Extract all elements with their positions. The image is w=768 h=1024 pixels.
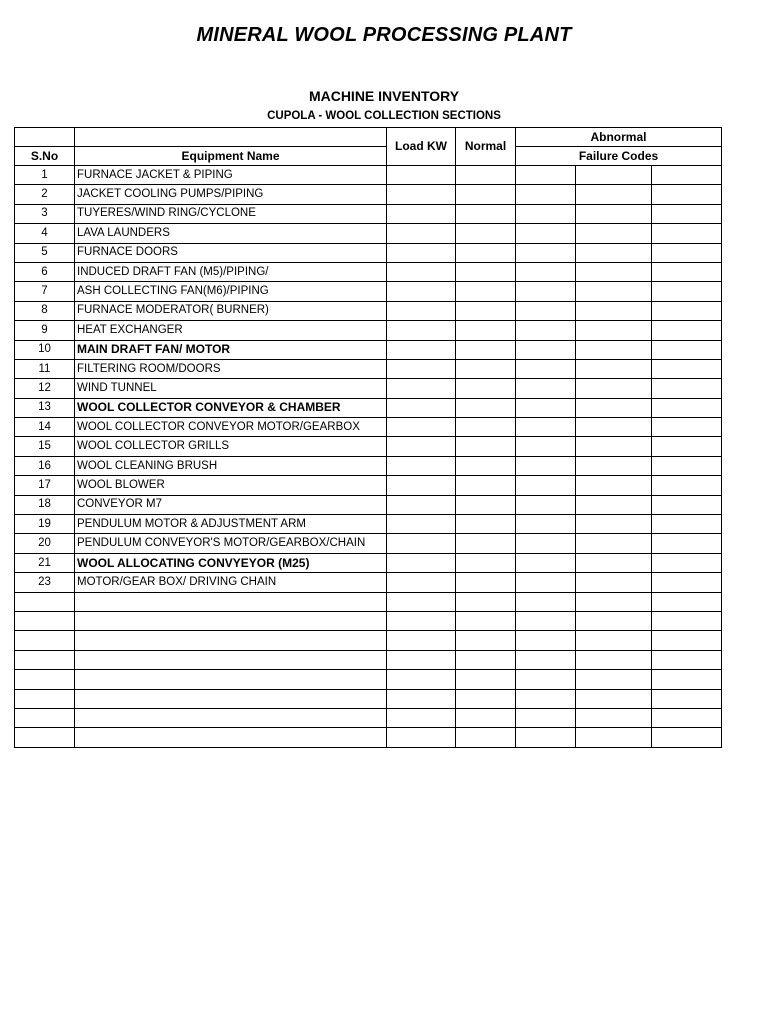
failure-code-cell-1 bbox=[516, 185, 576, 204]
sno-cell: 11 bbox=[15, 359, 75, 378]
equipment-name-cell: WIND TUNNEL bbox=[75, 379, 387, 398]
load-kw-cell bbox=[387, 340, 456, 359]
failure-code-cell-2 bbox=[576, 204, 652, 223]
load-kw-cell bbox=[387, 708, 456, 727]
sno-cell bbox=[15, 670, 75, 689]
failure-code-cell-3 bbox=[652, 243, 722, 262]
failure-code-cell-2 bbox=[576, 534, 652, 553]
equipment-name-cell: FURNACE JACKET & PIPING bbox=[75, 166, 387, 185]
failure-code-cell-1 bbox=[516, 495, 576, 514]
load-kw-cell bbox=[387, 592, 456, 611]
header-row-2 bbox=[15, 147, 722, 166]
equipment-name-cell: FURNACE DOORS bbox=[75, 243, 387, 262]
failure-code-cell-3 bbox=[652, 456, 722, 475]
table-row bbox=[15, 573, 722, 592]
header-blank-cell bbox=[15, 128, 75, 147]
failure-code-cell-1 bbox=[516, 398, 576, 417]
table-row bbox=[15, 534, 722, 553]
failure-code-cell-2 bbox=[576, 728, 652, 747]
sno-cell bbox=[15, 592, 75, 611]
normal-cell bbox=[456, 534, 516, 553]
normal-cell bbox=[456, 515, 516, 534]
load-kw-cell bbox=[387, 418, 456, 437]
equipment-name-cell: PENDULUM CONVEYOR'S MOTOR/GEARBOX/CHAIN bbox=[75, 534, 387, 553]
failure-code-cell-2 bbox=[576, 631, 652, 650]
header-blank-cell bbox=[75, 128, 387, 147]
table-row bbox=[15, 166, 722, 185]
normal-cell bbox=[456, 398, 516, 417]
sno-cell: 9 bbox=[15, 321, 75, 340]
failure-code-cell-1 bbox=[516, 728, 576, 747]
failure-code-cell-2 bbox=[576, 573, 652, 592]
load-kw-cell bbox=[387, 185, 456, 204]
table-row bbox=[15, 611, 722, 630]
equipment-name-cell: ASH COLLECTING FAN(M6)/PIPING bbox=[75, 282, 387, 301]
failure-code-cell-2 bbox=[576, 379, 652, 398]
page-title: MINERAL WOOL PROCESSING PLANT bbox=[196, 24, 572, 46]
sno-cell bbox=[15, 728, 75, 747]
normal-cell bbox=[456, 262, 516, 281]
equipment-name-cell: JACKET COOLING PUMPS/PIPING bbox=[75, 185, 387, 204]
normal-cell bbox=[456, 166, 516, 185]
failure-code-cell-1 bbox=[516, 611, 576, 630]
equipment-name-cell: WOOL COLLECTOR CONVEYOR MOTOR/GEARBOX bbox=[75, 418, 387, 437]
load-kw-cell bbox=[387, 301, 456, 320]
table-row bbox=[15, 243, 722, 262]
failure-code-cell-3 bbox=[652, 611, 722, 630]
normal-cell bbox=[456, 418, 516, 437]
table-row bbox=[15, 515, 722, 534]
failure-code-cell-1 bbox=[516, 592, 576, 611]
sno-cell: 15 bbox=[15, 437, 75, 456]
failure-code-cell-2 bbox=[576, 689, 652, 708]
load-kw-cell bbox=[387, 166, 456, 185]
normal-cell bbox=[456, 456, 516, 475]
load-kw-cell bbox=[387, 515, 456, 534]
failure-code-cell-3 bbox=[652, 592, 722, 611]
failure-code-cell-1 bbox=[516, 456, 576, 475]
table-row bbox=[15, 359, 722, 378]
sno-cell: 19 bbox=[15, 515, 75, 534]
equipment-name-cell: PENDULUM MOTOR & ADJUSTMENT ARM bbox=[75, 515, 387, 534]
normal-cell bbox=[456, 204, 516, 223]
sno-cell: 5 bbox=[15, 243, 75, 262]
normal-cell bbox=[456, 592, 516, 611]
table-row bbox=[15, 592, 722, 611]
normal-cell bbox=[456, 708, 516, 727]
failure-code-cell-3 bbox=[652, 282, 722, 301]
load-kw-cell bbox=[387, 204, 456, 223]
table-row bbox=[15, 379, 722, 398]
header-sno: S.No bbox=[15, 147, 75, 166]
failure-code-cell-3 bbox=[652, 321, 722, 340]
sno-cell: 20 bbox=[15, 534, 75, 553]
failure-code-cell-3 bbox=[652, 224, 722, 243]
normal-cell bbox=[456, 340, 516, 359]
failure-code-cell-3 bbox=[652, 573, 722, 592]
normal-cell bbox=[456, 224, 516, 243]
failure-code-cell-1 bbox=[516, 418, 576, 437]
failure-code-cell-2 bbox=[576, 321, 652, 340]
load-kw-cell bbox=[387, 689, 456, 708]
table-row bbox=[15, 553, 722, 572]
failure-code-cell-1 bbox=[516, 166, 576, 185]
failure-code-cell-2 bbox=[576, 243, 652, 262]
sno-cell: 14 bbox=[15, 418, 75, 437]
normal-cell bbox=[456, 631, 516, 650]
normal-cell bbox=[456, 573, 516, 592]
equipment-name-cell bbox=[75, 592, 387, 611]
failure-code-cell-3 bbox=[652, 476, 722, 495]
load-kw-cell bbox=[387, 321, 456, 340]
equipment-name-cell: TUYERES/WIND RING/CYCLONE bbox=[75, 204, 387, 223]
load-kw-cell bbox=[387, 398, 456, 417]
sno-cell: 17 bbox=[15, 476, 75, 495]
section-title: CUPOLA - WOOL COLLECTION SECTIONS bbox=[267, 110, 501, 122]
load-kw-cell bbox=[387, 650, 456, 669]
normal-cell bbox=[456, 670, 516, 689]
failure-code-cell-3 bbox=[652, 728, 722, 747]
failure-code-cell-3 bbox=[652, 689, 722, 708]
equipment-name-cell bbox=[75, 689, 387, 708]
failure-code-cell-2 bbox=[576, 301, 652, 320]
failure-code-cell-2 bbox=[576, 495, 652, 514]
sno-cell: 1 bbox=[15, 166, 75, 185]
table-row bbox=[15, 650, 722, 669]
load-kw-cell bbox=[387, 379, 456, 398]
equipment-name-cell: HEAT EXCHANGER bbox=[75, 321, 387, 340]
equipment-name-cell: WOOL BLOWER bbox=[75, 476, 387, 495]
normal-cell bbox=[456, 728, 516, 747]
failure-code-cell-1 bbox=[516, 204, 576, 223]
sno-cell: 3 bbox=[15, 204, 75, 223]
sno-cell: 23 bbox=[15, 573, 75, 592]
normal-cell bbox=[456, 379, 516, 398]
header-failure-codes: Failure Codes bbox=[516, 147, 722, 166]
failure-code-cell-2 bbox=[576, 224, 652, 243]
failure-code-cell-1 bbox=[516, 689, 576, 708]
failure-code-cell-1 bbox=[516, 301, 576, 320]
equipment-name-cell: INDUCED DRAFT FAN (M5)/PIPING/ bbox=[75, 262, 387, 281]
failure-code-cell-1 bbox=[516, 340, 576, 359]
equipment-name-cell: WOOL CLEANING BRUSH bbox=[75, 456, 387, 475]
failure-code-cell-2 bbox=[576, 553, 652, 572]
load-kw-cell bbox=[387, 243, 456, 262]
failure-code-cell-1 bbox=[516, 359, 576, 378]
table-row bbox=[15, 437, 722, 456]
failure-code-cell-2 bbox=[576, 476, 652, 495]
equipment-name-cell bbox=[75, 670, 387, 689]
load-kw-cell bbox=[387, 456, 456, 475]
failure-code-cell-3 bbox=[652, 631, 722, 650]
failure-code-cell-3 bbox=[652, 418, 722, 437]
failure-code-cell-3 bbox=[652, 534, 722, 553]
table-row bbox=[15, 282, 722, 301]
inventory-table bbox=[14, 127, 722, 748]
table-row bbox=[15, 708, 722, 727]
equipment-name-cell: MOTOR/GEAR BOX/ DRIVING CHAIN bbox=[75, 573, 387, 592]
failure-code-cell-2 bbox=[576, 708, 652, 727]
table-row bbox=[15, 398, 722, 417]
failure-code-cell-1 bbox=[516, 282, 576, 301]
load-kw-cell bbox=[387, 611, 456, 630]
failure-code-cell-2 bbox=[576, 282, 652, 301]
failure-code-cell-1 bbox=[516, 243, 576, 262]
failure-code-cell-1 bbox=[516, 379, 576, 398]
sno-cell: 4 bbox=[15, 224, 75, 243]
equipment-name-cell: CONVEYOR M7 bbox=[75, 495, 387, 514]
table-row bbox=[15, 418, 722, 437]
table-row bbox=[15, 689, 722, 708]
header-normal: Normal bbox=[456, 128, 516, 166]
sno-cell: 13 bbox=[15, 398, 75, 417]
sno-cell bbox=[15, 689, 75, 708]
load-kw-cell bbox=[387, 631, 456, 650]
failure-code-cell-1 bbox=[516, 631, 576, 650]
failure-code-cell-3 bbox=[652, 379, 722, 398]
failure-code-cell-2 bbox=[576, 262, 652, 281]
load-kw-cell bbox=[387, 728, 456, 747]
load-kw-cell bbox=[387, 359, 456, 378]
failure-code-cell-3 bbox=[652, 262, 722, 281]
sno-cell: 16 bbox=[15, 456, 75, 475]
failure-code-cell-3 bbox=[652, 204, 722, 223]
failure-code-cell-1 bbox=[516, 553, 576, 572]
table-row bbox=[15, 631, 722, 650]
failure-code-cell-2 bbox=[576, 670, 652, 689]
failure-code-cell-2 bbox=[576, 185, 652, 204]
equipment-name-cell: WOOL COLLECTOR GRILLS bbox=[75, 437, 387, 456]
table-row bbox=[15, 204, 722, 223]
header-load-kw: Load KW bbox=[387, 128, 456, 166]
load-kw-cell bbox=[387, 495, 456, 514]
failure-code-cell-1 bbox=[516, 670, 576, 689]
load-kw-cell bbox=[387, 437, 456, 456]
failure-code-cell-1 bbox=[516, 476, 576, 495]
failure-code-cell-2 bbox=[576, 515, 652, 534]
failure-code-cell-2 bbox=[576, 456, 652, 475]
table-row bbox=[15, 262, 722, 281]
failure-code-cell-2 bbox=[576, 611, 652, 630]
equipment-name-cell: LAVA LAUNDERS bbox=[75, 224, 387, 243]
sno-cell bbox=[15, 650, 75, 669]
failure-code-cell-1 bbox=[516, 573, 576, 592]
sno-cell: 8 bbox=[15, 301, 75, 320]
load-kw-cell bbox=[387, 573, 456, 592]
load-kw-cell bbox=[387, 282, 456, 301]
normal-cell bbox=[456, 243, 516, 262]
sno-cell: 18 bbox=[15, 495, 75, 514]
load-kw-cell bbox=[387, 553, 456, 572]
normal-cell bbox=[456, 185, 516, 204]
failure-code-cell-3 bbox=[652, 185, 722, 204]
equipment-name-cell: WOOL COLLECTOR CONVEYOR & CHAMBER bbox=[75, 398, 387, 417]
table-row bbox=[15, 670, 722, 689]
table-row bbox=[15, 224, 722, 243]
normal-cell bbox=[456, 650, 516, 669]
equipment-name-cell bbox=[75, 728, 387, 747]
failure-code-cell-1 bbox=[516, 321, 576, 340]
equipment-name-cell: FURNACE MODERATOR( BURNER) bbox=[75, 301, 387, 320]
header-equipment-name: Equipment Name bbox=[75, 147, 387, 166]
table-row bbox=[15, 340, 722, 359]
inventory-subtitle: MACHINE INVENTORY bbox=[308, 88, 460, 104]
table-row bbox=[15, 728, 722, 747]
failure-code-cell-3 bbox=[652, 398, 722, 417]
sno-cell: 2 bbox=[15, 185, 75, 204]
failure-code-cell-2 bbox=[576, 650, 652, 669]
normal-cell bbox=[456, 689, 516, 708]
equipment-name-cell bbox=[75, 708, 387, 727]
failure-code-cell-2 bbox=[576, 340, 652, 359]
failure-code-cell-1 bbox=[516, 534, 576, 553]
sno-cell: 12 bbox=[15, 379, 75, 398]
load-kw-cell bbox=[387, 476, 456, 495]
failure-code-cell-3 bbox=[652, 708, 722, 727]
failure-code-cell-3 bbox=[652, 670, 722, 689]
failure-code-cell-2 bbox=[576, 166, 652, 185]
failure-code-cell-3 bbox=[652, 553, 722, 572]
table-row bbox=[15, 185, 722, 204]
normal-cell bbox=[456, 321, 516, 340]
normal-cell bbox=[456, 282, 516, 301]
failure-code-cell-2 bbox=[576, 592, 652, 611]
table-row bbox=[15, 456, 722, 475]
load-kw-cell bbox=[387, 534, 456, 553]
sno-cell: 21 bbox=[15, 553, 75, 572]
sno-cell: 10 bbox=[15, 340, 75, 359]
table-row bbox=[15, 301, 722, 320]
normal-cell bbox=[456, 553, 516, 572]
header-abnormal: Abnormal bbox=[516, 128, 722, 147]
load-kw-cell bbox=[387, 224, 456, 243]
failure-code-cell-1 bbox=[516, 437, 576, 456]
header-row-1 bbox=[15, 128, 722, 147]
failure-code-cell-2 bbox=[576, 398, 652, 417]
sno-cell: 6 bbox=[15, 262, 75, 281]
failure-code-cell-1 bbox=[516, 708, 576, 727]
failure-code-cell-3 bbox=[652, 515, 722, 534]
failure-code-cell-2 bbox=[576, 418, 652, 437]
failure-code-cell-1 bbox=[516, 650, 576, 669]
normal-cell bbox=[456, 611, 516, 630]
sno-cell bbox=[15, 631, 75, 650]
failure-code-cell-2 bbox=[576, 437, 652, 456]
normal-cell bbox=[456, 359, 516, 378]
equipment-name-cell: WOOL ALLOCATING CONVYEYOR (M25) bbox=[75, 553, 387, 572]
failure-code-cell-3 bbox=[652, 650, 722, 669]
equipment-name-cell bbox=[75, 650, 387, 669]
table-row bbox=[15, 321, 722, 340]
failure-code-cell-3 bbox=[652, 340, 722, 359]
load-kw-cell bbox=[387, 262, 456, 281]
failure-code-cell-3 bbox=[652, 166, 722, 185]
equipment-name-cell: FILTERING ROOM/DOORS bbox=[75, 359, 387, 378]
normal-cell bbox=[456, 301, 516, 320]
failure-code-cell-3 bbox=[652, 359, 722, 378]
normal-cell bbox=[456, 495, 516, 514]
load-kw-cell bbox=[387, 670, 456, 689]
sno-cell: 7 bbox=[15, 282, 75, 301]
normal-cell bbox=[456, 476, 516, 495]
normal-cell bbox=[456, 437, 516, 456]
failure-code-cell-1 bbox=[516, 224, 576, 243]
equipment-name-cell bbox=[75, 631, 387, 650]
failure-code-cell-2 bbox=[576, 359, 652, 378]
sno-cell bbox=[15, 708, 75, 727]
failure-code-cell-3 bbox=[652, 437, 722, 456]
equipment-name-cell bbox=[75, 611, 387, 630]
failure-code-cell-3 bbox=[652, 301, 722, 320]
sno-cell bbox=[15, 611, 75, 630]
failure-code-cell-1 bbox=[516, 262, 576, 281]
failure-code-cell-1 bbox=[516, 515, 576, 534]
equipment-name-cell: MAIN DRAFT FAN/ MOTOR bbox=[75, 340, 387, 359]
failure-code-cell-3 bbox=[652, 495, 722, 514]
table-row bbox=[15, 476, 722, 495]
table-row bbox=[15, 495, 722, 514]
